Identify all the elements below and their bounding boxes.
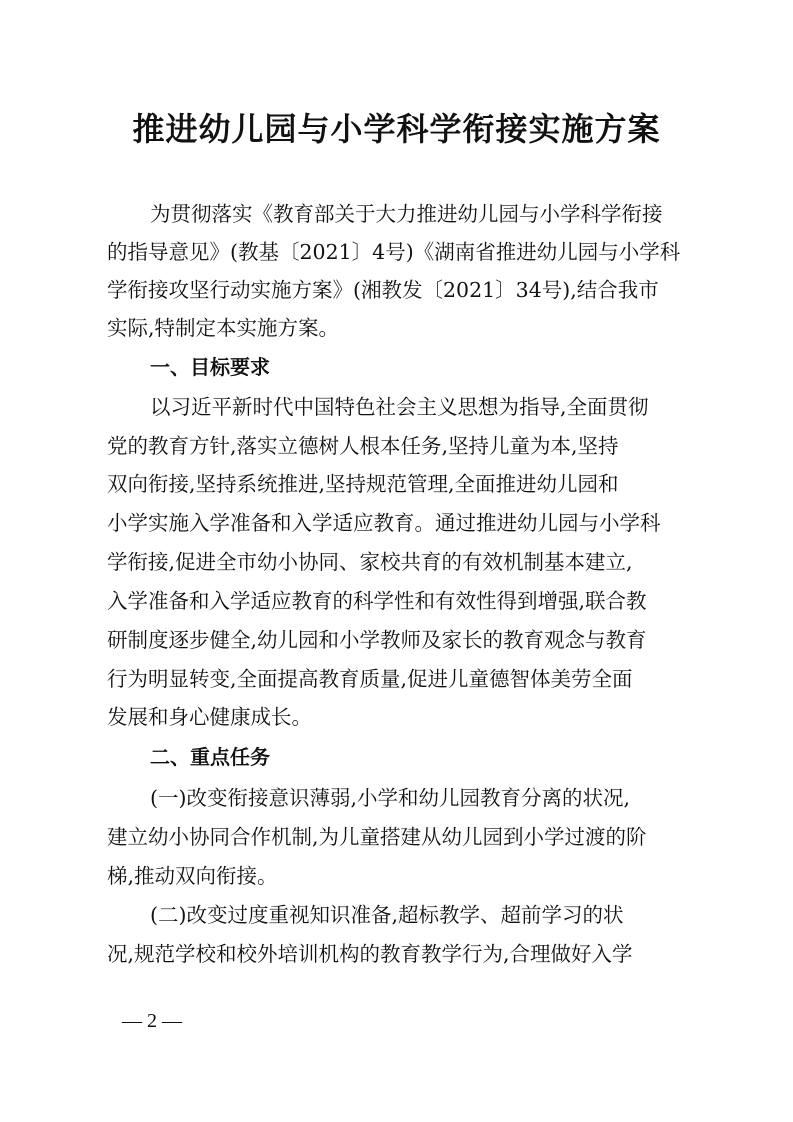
paragraph-line: 况,规范学校和校外培训机构的教育教学行为,合理做好入学 [107, 942, 633, 966]
paragraph-line: 梯,推动双向衔接。 [107, 864, 278, 888]
paragraph-line: 双向衔接,坚持系统推进,坚持规范管理,全面推进幼儿园和 [107, 472, 619, 496]
paragraph-line: 小学实施入学准备和入学适应教育。通过推进幼儿园与小学科 [107, 511, 661, 535]
paragraph-line: 为贯彻落实《教育部关于大力推进幼儿园与小学科学衔接 [150, 202, 663, 226]
paragraph-line: 学衔接,促进全市幼小协同、家校共育的有效机制基本建立, [107, 550, 633, 574]
paragraph-line: 行为明显转变,全面提高教育质量,促进儿童德智体美劳全面 [107, 667, 633, 691]
paragraph-line: 党的教育方针,落实立德树人根本任务,坚持儿童为本,坚持 [107, 434, 619, 458]
paragraph-line: 入学准备和入学适应教育的科学性和有效性得到增强,联合教 [107, 589, 647, 613]
paragraph-line: 学衔接攻坚行动实施方案》(湘教发〔2021〕34号),结合我市 [107, 278, 659, 302]
paragraph-line: (二)改变过度重视知识准备,超标教学、超前学习的状 [150, 903, 624, 927]
page-number: — 2 — [122, 1010, 182, 1032]
paragraph-line: 的指导意见》(教基〔2021〕4号)《湖南省推进幼儿园与小学科 [107, 240, 681, 264]
paragraph-line: 以习近平新时代中国特色社会主义思想为指导,全面贯彻 [150, 395, 649, 419]
paragraph-line: (一)改变衔接意识薄弱,小学和幼儿园教育分离的状况, [150, 786, 631, 810]
document-title: 推进幼儿园与小学科学衔接实施方案 [132, 110, 661, 148]
paragraph-line: 实际,特制定本实施方案。 [107, 316, 340, 340]
paragraph-line: 建立幼小协同合作机制,为儿童搭建从幼儿园到小学过渡的阶 [107, 825, 647, 849]
section-heading: 二、重点任务 [150, 745, 270, 769]
paragraph-line: 发展和身心健康成长。 [107, 705, 312, 729]
section-heading: 一、目标要求 [150, 355, 270, 379]
paragraph-line: 研制度逐步健全,幼儿园和小学教师及家长的教育观念与教育 [107, 628, 647, 652]
